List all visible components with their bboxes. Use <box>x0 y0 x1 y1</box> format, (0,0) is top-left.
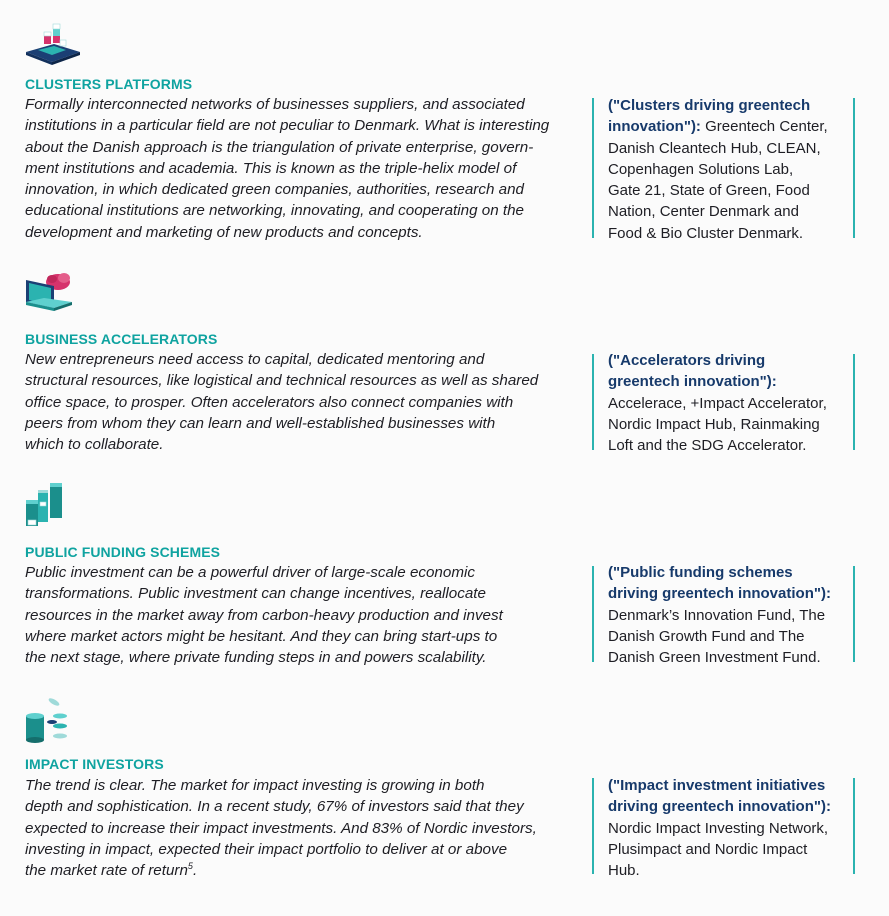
coin-stack-icon <box>24 696 72 749</box>
section-title: BUSINESS ACCELERATORS <box>25 331 218 347</box>
body-line: the next stage, where private funding steps in and powers scalability. <box>25 649 487 667</box>
section-title: PUBLIC FUNDING SCHEMES <box>25 544 221 560</box>
left-divider <box>592 98 594 238</box>
body-line: educational institutions are networking, innovating, and cooperating on the <box>25 202 524 220</box>
body-line: office space, to prosper. Often accelerators also connect companies with <box>25 393 514 411</box>
section-body <box>25 775 590 881</box>
body-line: which to collaborate. <box>25 436 164 454</box>
section-title: IMPACT INVESTORS <box>25 756 164 772</box>
left-divider <box>592 566 594 662</box>
body-line: institutions in a particular field are not peculiar to Denmark. What is interesting <box>25 117 550 135</box>
body-line: structural resources, like logistical and technical resources as well as shared <box>25 372 539 390</box>
body-line: innovation, in which dedicated green companies, authorities, research and <box>25 181 524 199</box>
body-line: The trend is clear. The market for impact investing is growing in both <box>25 777 485 794</box>
funding-blocks-icon <box>24 482 68 533</box>
section-body <box>25 94 590 243</box>
body-line: expected to increase their impact investments. And 83% of Nordic investors, <box>25 819 537 837</box>
body-line: Formally interconnected networks of businesses suppliers, and associated <box>25 96 525 113</box>
side-note: ("Clusters driving greentech innovation"): Greentech Center, Danish Cleantech Hub, CLEAN, Copenhagen Solutions Lab, Gate 21, State of Green, Food Nation, Center Denmark and Food & Bio Cluster Denmark. <box>608 97 828 242</box>
body-line: New entrepreneurs need access to capital, dedicated mentoring and <box>25 351 485 368</box>
side-note: ("Public funding schemes driving greentech innovation"): Denmark’s Innovation Fund, The Danish Growth Fund and The Danish Green Investment Fund. <box>608 564 831 667</box>
right-divider <box>853 778 855 874</box>
section-body <box>25 349 590 455</box>
body-line: development and marketing of new products and concepts. <box>25 223 423 241</box>
body-line: where market actors might be hesitant. And they can bring start-ups to <box>25 627 498 645</box>
body-line: resources in the market away from carbon-heavy production and invest <box>25 606 503 624</box>
right-divider <box>853 566 855 662</box>
section-body <box>25 562 590 668</box>
body-line: depth and sophistication. In a recent study, 67% of investors said that they <box>25 798 524 816</box>
body-line: transformations. Public investment can change incentives, reallocate <box>25 585 486 603</box>
body-line: about the Danish approach is the triangulation of private enterprise, govern- <box>25 138 534 156</box>
left-divider <box>592 354 594 450</box>
body-line: peers from whom they can learn and well-established businesses with <box>25 414 496 432</box>
side-note: ("Impact investment initiatives driving greentech innovation"): Nordic Impact Investing Network, Plusimpact and Nordic Impact Hub. <box>608 777 831 880</box>
body-line: investing in impact, expected their impact portfolio to deliver at or above <box>25 840 508 858</box>
laptop-accelerator-icon <box>24 272 74 325</box>
side-note: ("Accelerators driving greentech innovation"): Accelerace, +Impact Accelerator, Nordic Impact Hub, Rainmaking Loft and the SDG Accelerator. <box>608 352 827 455</box>
left-divider <box>592 778 594 874</box>
body-line: Public investment can be a powerful driver of large-scale economic <box>25 564 475 581</box>
body-line: the market rate of return$^5$. <box>25 861 198 880</box>
footnote-marker: 5 <box>187 861 193 872</box>
right-divider <box>853 98 855 238</box>
body-line: ment institutions and academia. This is known as the triple-helix model of <box>25 159 517 177</box>
section-title: CLUSTERS PLATFORMS <box>25 76 193 92</box>
right-divider <box>853 354 855 450</box>
cluster-platform-icon <box>24 22 82 71</box>
